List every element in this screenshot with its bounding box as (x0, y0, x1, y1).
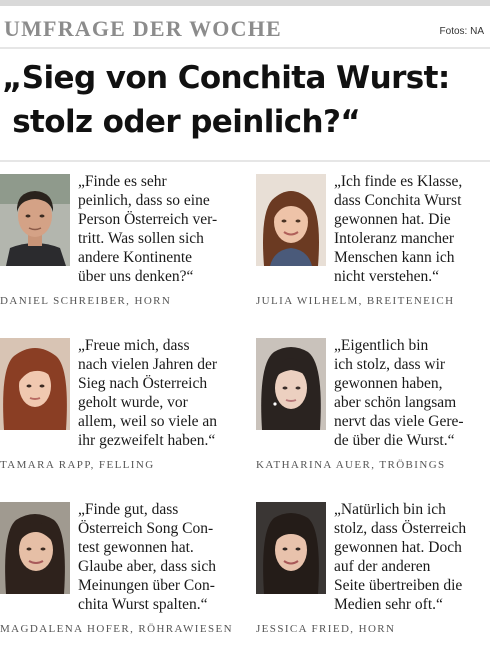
section-title: UMFRAGE DER WOCHE (4, 16, 282, 41)
respondent-card (256, 502, 490, 647)
quote-text: „Natürlich bin ich stolz, dass Österreich gewonnen hat. Doch auf der anderen Seite übertreiben die Medien sehr oft.“ (334, 501, 467, 613)
portrait-photo (256, 338, 326, 430)
divider (0, 160, 490, 162)
portrait-photo (256, 502, 326, 594)
respondent-card (0, 502, 245, 647)
respondent-name: JULIA WILHELM, BREITENEICH (256, 295, 455, 307)
respondent-name: MAGDALENA HOFER, RÖHRAWIESEN (0, 623, 233, 635)
respondent-name: JESSICA FRIED, HORN (256, 623, 396, 635)
portrait-photo (0, 502, 70, 594)
respondent-name: KATHARINA AUER, TRÖBINGS (256, 459, 446, 471)
portrait-photo (0, 338, 70, 430)
quote-text: „Eigentlich bin ich stolz, dass wir gewonnen haben, aber schön langsam nervt das viele Gere- de über die Wurst.“ (334, 337, 464, 449)
respondent-name: DANIEL SCHREIBER, HORN (0, 295, 172, 307)
divider (0, 47, 490, 49)
quote-text: „Freue mich, dass nach vielen Jahren der Sieg nach Österreich geholt wurde, vor allem, weil so viele an ihr gezweifelt haben.“ (78, 337, 218, 449)
quote-text: „Ich finde es Klasse, dass Conchita Wurst gewonnen hat. Die Intoleranz mancher Menschen kann ich nicht verstehen.“ (334, 173, 463, 285)
quote-text: „Finde gut, dass Österreich Song Con- test gewonnen hat. Glaube aber, dass sich Meinungen über Con- chita Wurst spalten.“ (78, 501, 216, 613)
respondent-card (256, 174, 490, 319)
respondent-card (0, 174, 245, 319)
portrait-photo (256, 174, 326, 266)
respondent-card (0, 338, 245, 483)
headline: „Sieg von Conchita Wurst: stolz oder peinlich?“ (2, 60, 450, 140)
photo-credit: Fotos: NA (439, 26, 484, 37)
respondent-card (256, 338, 490, 483)
quote-text: „Finde es sehr peinlich, dass so eine Person Österreich ver- tritt. Was sollen sich andere Kontinente über uns denken?“ (78, 173, 218, 285)
respondent-name: TAMARA RAPP, FELLING (0, 459, 155, 471)
portrait-photo (0, 174, 70, 266)
top-bar (0, 0, 490, 6)
